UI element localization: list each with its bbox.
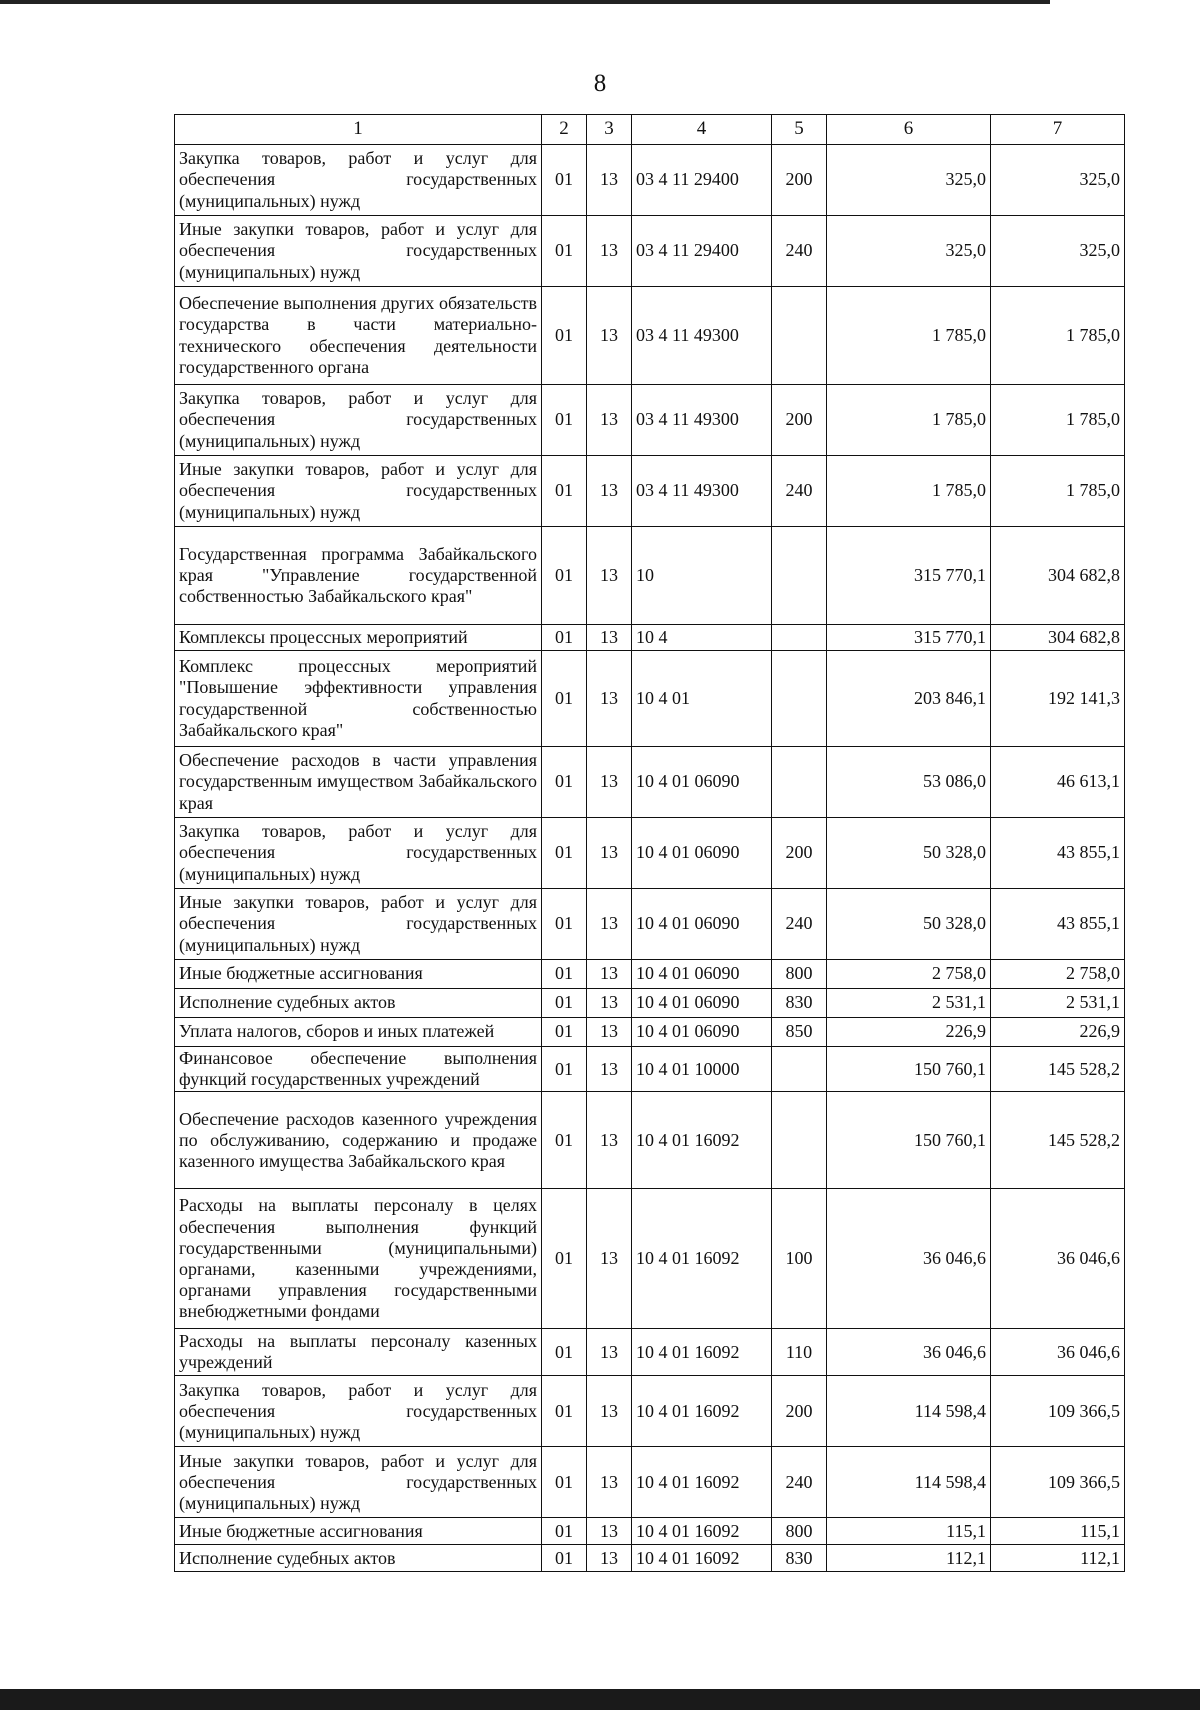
amount-year-2: 192 141,3	[991, 651, 1125, 747]
target-article-code: 03 4 11 49300	[632, 385, 772, 456]
section-code: 01	[542, 385, 587, 456]
subsection-code: 13	[587, 1018, 632, 1047]
amount-year-2: 109 366,5	[991, 1447, 1125, 1518]
table-row	[175, 287, 1125, 385]
table-row	[175, 1189, 1125, 1329]
table-row	[175, 960, 1125, 989]
bottom-scan-band	[0, 1689, 1200, 1710]
amount-year-2: 36 046,6	[991, 1329, 1125, 1376]
row-name: Иные закупки товаров, работ и услуг для обеспечения государственных (муниципальных) нужд	[175, 1447, 542, 1518]
table-row	[175, 527, 1125, 625]
target-article-code: 10 4 01 16092	[632, 1189, 772, 1329]
target-article-code: 10 4 01	[632, 651, 772, 747]
column-header: 6	[827, 115, 991, 145]
amount-year-1: 114 598,4	[827, 1376, 991, 1447]
section-code: 01	[542, 960, 587, 989]
section-code: 01	[542, 216, 587, 287]
amount-year-2: 43 855,1	[991, 818, 1125, 889]
section-code: 01	[542, 1545, 587, 1572]
row-name: Исполнение судебных актов	[175, 989, 542, 1018]
expense-type-code	[772, 527, 827, 625]
subsection-code: 13	[587, 1376, 632, 1447]
amount-year-2: 115,1	[991, 1518, 1125, 1545]
row-name: Иные закупки товаров, работ и услуг для обеспечения государственных (муниципальных) нужд	[175, 456, 542, 527]
row-name: Государственная программа Забайкальского края "Управление государственной собственностью Забайкальского края"	[175, 527, 542, 625]
expense-type-code	[772, 287, 827, 385]
target-article-code: 10 4 01 16092	[632, 1329, 772, 1376]
amount-year-2: 2 758,0	[991, 960, 1125, 989]
row-name: Уплата налогов, сборов и иных платежей	[175, 1018, 542, 1047]
subsection-code: 13	[587, 651, 632, 747]
target-article-code: 10 4 01 16092	[632, 1518, 772, 1545]
amount-year-2: 226,9	[991, 1018, 1125, 1047]
amount-year-1: 315 770,1	[827, 527, 991, 625]
amount-year-2: 1 785,0	[991, 456, 1125, 527]
column-header: 7	[991, 115, 1125, 145]
target-article-code: 10	[632, 527, 772, 625]
subsection-code: 13	[587, 1092, 632, 1189]
subsection-code: 13	[587, 989, 632, 1018]
amount-year-1: 150 760,1	[827, 1047, 991, 1092]
subsection-code: 13	[587, 889, 632, 960]
row-name: Закупка товаров, работ и услуг для обеспечения государственных (муниципальных) нужд	[175, 1376, 542, 1447]
section-code: 01	[542, 145, 587, 216]
amount-year-2: 43 855,1	[991, 889, 1125, 960]
table-row	[175, 456, 1125, 527]
row-name: Комплекс процессных мероприятий "Повышение эффективности управления государственной собственностью Забайкальского края"	[175, 651, 542, 747]
expense-type-code: 240	[772, 889, 827, 960]
page-number: 8	[593, 70, 607, 97]
row-name: Закупка товаров, работ и услуг для обеспечения государственных (муниципальных) нужд	[175, 818, 542, 889]
column-header: 2	[542, 115, 587, 145]
target-article-code: 10 4 01 06090	[632, 889, 772, 960]
amount-year-1: 50 328,0	[827, 818, 991, 889]
subsection-code: 13	[587, 1447, 632, 1518]
amount-year-1: 325,0	[827, 145, 991, 216]
table-row	[175, 1376, 1125, 1447]
target-article-code: 10 4 01 16092	[632, 1545, 772, 1572]
subsection-code: 13	[587, 1545, 632, 1572]
section-code: 01	[542, 1518, 587, 1545]
amount-year-2: 325,0	[991, 216, 1125, 287]
amount-year-2: 304 682,8	[991, 527, 1125, 625]
section-code: 01	[542, 651, 587, 747]
subsection-code: 13	[587, 385, 632, 456]
amount-year-1: 226,9	[827, 1018, 991, 1047]
row-name: Обеспечение расходов казенного учреждения по обслуживанию, содержанию и продаже казенного имущества Забайкальского края	[175, 1092, 542, 1189]
expense-type-code: 240	[772, 216, 827, 287]
subsection-code: 13	[587, 747, 632, 818]
expense-type-code	[772, 1092, 827, 1189]
amount-year-2: 36 046,6	[991, 1189, 1125, 1329]
amount-year-1: 325,0	[827, 216, 991, 287]
section-code: 01	[542, 1329, 587, 1376]
target-article-code: 10 4 01 06090	[632, 1018, 772, 1047]
amount-year-1: 50 328,0	[827, 889, 991, 960]
subsection-code: 13	[587, 456, 632, 527]
row-name: Обеспечение выполнения других обязательств государства в части материально-технического обеспечения деятельности государственного органа	[175, 287, 542, 385]
top-scan-rule	[0, 0, 1050, 4]
expense-type-code: 240	[772, 456, 827, 527]
amount-year-1: 53 086,0	[827, 747, 991, 818]
subsection-code: 13	[587, 818, 632, 889]
target-article-code: 10 4	[632, 625, 772, 651]
amount-year-1: 2 531,1	[827, 989, 991, 1018]
table-row	[175, 1047, 1125, 1092]
section-code: 01	[542, 818, 587, 889]
section-code: 01	[542, 1189, 587, 1329]
amount-year-1: 36 046,6	[827, 1329, 991, 1376]
subsection-code: 13	[587, 1189, 632, 1329]
expense-type-code: 850	[772, 1018, 827, 1047]
amount-year-2: 112,1	[991, 1545, 1125, 1572]
amount-year-1: 115,1	[827, 1518, 991, 1545]
table-row	[175, 1329, 1125, 1376]
amount-year-1: 1 785,0	[827, 456, 991, 527]
subsection-code: 13	[587, 625, 632, 651]
target-article-code: 10 4 01 16092	[632, 1092, 772, 1189]
target-article-code: 10 4 01 16092	[632, 1376, 772, 1447]
target-article-code: 10 4 01 06090	[632, 989, 772, 1018]
section-code: 01	[542, 989, 587, 1018]
table-row	[175, 651, 1125, 747]
amount-year-1: 2 758,0	[827, 960, 991, 989]
table-row	[175, 1545, 1125, 1572]
row-name: Финансовое обеспечение выполнения функций государственных учреждений	[175, 1047, 542, 1092]
expense-type-code: 100	[772, 1189, 827, 1329]
header-row	[175, 115, 1125, 145]
table-row	[175, 1092, 1125, 1189]
section-code: 01	[542, 889, 587, 960]
section-code: 01	[542, 1447, 587, 1518]
target-article-code: 10 4 01 06090	[632, 960, 772, 989]
table-row	[175, 216, 1125, 287]
expense-type-code	[772, 747, 827, 818]
section-code: 01	[542, 1092, 587, 1189]
budget-table	[174, 114, 1125, 1572]
target-article-code: 10 4 01 06090	[632, 818, 772, 889]
target-article-code: 03 4 11 49300	[632, 287, 772, 385]
expense-type-code: 240	[772, 1447, 827, 1518]
section-code: 01	[542, 527, 587, 625]
amount-year-2: 325,0	[991, 145, 1125, 216]
row-name: Иные бюджетные ассигнования	[175, 960, 542, 989]
table-row	[175, 1447, 1125, 1518]
target-article-code: 03 4 11 29400	[632, 145, 772, 216]
row-name: Комплексы процессных мероприятий	[175, 625, 542, 651]
target-article-code: 03 4 11 49300	[632, 456, 772, 527]
section-code: 01	[542, 456, 587, 527]
table-row	[175, 625, 1125, 651]
section-code: 01	[542, 1376, 587, 1447]
amount-year-2: 109 366,5	[991, 1376, 1125, 1447]
expense-type-code: 200	[772, 385, 827, 456]
row-name: Исполнение судебных актов	[175, 1545, 542, 1572]
amount-year-2: 46 613,1	[991, 747, 1125, 818]
row-name: Расходы на выплаты персоналу в целях обеспечения выполнения функций государственными (муниципальными) органами, казенными учреждениями, органами управления государственными внебюджетными фондами	[175, 1189, 542, 1329]
column-header: 1	[175, 115, 542, 145]
row-name: Закупка товаров, работ и услуг для обеспечения государственных (муниципальных) нужд	[175, 145, 542, 216]
expense-type-code: 200	[772, 1376, 827, 1447]
table-row	[175, 385, 1125, 456]
target-article-code: 10 4 01 16092	[632, 1447, 772, 1518]
row-name: Иные бюджетные ассигнования	[175, 1518, 542, 1545]
expense-type-code: 800	[772, 1518, 827, 1545]
amount-year-2: 1 785,0	[991, 287, 1125, 385]
expense-type-code	[772, 625, 827, 651]
subsection-code: 13	[587, 145, 632, 216]
expense-type-code: 200	[772, 818, 827, 889]
amount-year-1: 36 046,6	[827, 1189, 991, 1329]
column-header: 3	[587, 115, 632, 145]
table-row	[175, 1018, 1125, 1047]
amount-year-1: 150 760,1	[827, 1092, 991, 1189]
amount-year-2: 145 528,2	[991, 1092, 1125, 1189]
column-header: 4	[632, 115, 772, 145]
section-code: 01	[542, 747, 587, 818]
amount-year-1: 315 770,1	[827, 625, 991, 651]
expense-type-code: 800	[772, 960, 827, 989]
section-code: 01	[542, 1047, 587, 1092]
row-name: Расходы на выплаты персоналу казенных учреждений	[175, 1329, 542, 1376]
amount-year-2: 145 528,2	[991, 1047, 1125, 1092]
expense-type-code: 830	[772, 989, 827, 1018]
amount-year-2: 2 531,1	[991, 989, 1125, 1018]
amount-year-2: 304 682,8	[991, 625, 1125, 651]
subsection-code: 13	[587, 216, 632, 287]
section-code: 01	[542, 1018, 587, 1047]
subsection-code: 13	[587, 1047, 632, 1092]
expense-type-code	[772, 651, 827, 747]
expense-type-code	[772, 1047, 827, 1092]
target-article-code: 03 4 11 29400	[632, 216, 772, 287]
row-name: Обеспечение расходов в части управления государственным имуществом Забайкальского края	[175, 747, 542, 818]
expense-type-code: 110	[772, 1329, 827, 1376]
amount-year-1: 1 785,0	[827, 287, 991, 385]
row-name: Иные закупки товаров, работ и услуг для обеспечения государственных (муниципальных) нужд	[175, 889, 542, 960]
expense-type-code: 200	[772, 145, 827, 216]
amount-year-1: 203 846,1	[827, 651, 991, 747]
amount-year-1: 112,1	[827, 1545, 991, 1572]
column-header: 5	[772, 115, 827, 145]
row-name: Иные закупки товаров, работ и услуг для обеспечения государственных (муниципальных) нужд	[175, 216, 542, 287]
subsection-code: 13	[587, 527, 632, 625]
subsection-code: 13	[587, 960, 632, 989]
table-row	[175, 889, 1125, 960]
table-row	[175, 747, 1125, 818]
section-code: 01	[542, 625, 587, 651]
subsection-code: 13	[587, 1518, 632, 1545]
target-article-code: 10 4 01 06090	[632, 747, 772, 818]
table-row	[175, 989, 1125, 1018]
table-row	[175, 818, 1125, 889]
row-name: Закупка товаров, работ и услуг для обеспечения государственных (муниципальных) нужд	[175, 385, 542, 456]
expense-type-code: 830	[772, 1545, 827, 1572]
table-row	[175, 1518, 1125, 1545]
amount-year-1: 1 785,0	[827, 385, 991, 456]
subsection-code: 13	[587, 1329, 632, 1376]
amount-year-1: 114 598,4	[827, 1447, 991, 1518]
target-article-code: 10 4 01 10000	[632, 1047, 772, 1092]
subsection-code: 13	[587, 287, 632, 385]
section-code: 01	[542, 287, 587, 385]
amount-year-2: 1 785,0	[991, 385, 1125, 456]
table-row	[175, 145, 1125, 216]
